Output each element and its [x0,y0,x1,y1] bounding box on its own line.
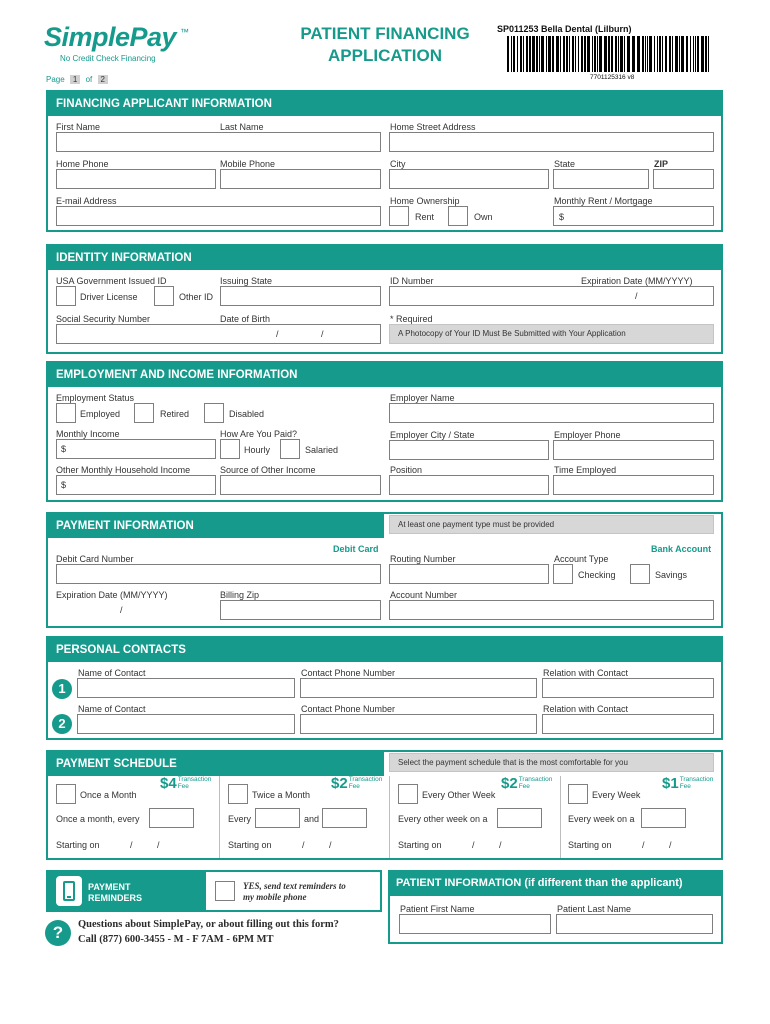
every-other-week-day-field[interactable] [497,808,542,828]
barcode-bar [563,36,565,72]
page-of: of [85,75,93,84]
expiration-label: Expiration Date (MM/YYYY) [581,276,693,286]
home-ownership-label: Home Ownership [390,196,460,206]
text-reminders-line2: my mobile phone [243,892,307,902]
twice-a-month-day1-field[interactable] [255,808,300,828]
barcode-bar [615,36,617,72]
employer-name-label: Employer Name [390,393,455,403]
once-a-month-label: Once a Month [80,790,137,800]
barcode-bar [578,36,579,72]
barcode-bar [608,36,610,72]
checking-checkbox[interactable] [553,564,573,584]
barcode-bar [672,36,673,72]
email-label: E-mail Address [56,196,117,206]
employed-label: Employed [80,409,121,419]
fee-label-line2: Fee [518,783,530,790]
barcode-bar [523,36,524,72]
barcode-bar [532,36,535,72]
fee-label [519,776,553,790]
contact-2-phone-field[interactable] [300,714,537,734]
barcode [507,36,711,72]
required-note: * Required [390,314,433,324]
id-number-field[interactable] [389,286,714,306]
barcode-bar [572,36,574,72]
once-a-month-slash-1: / [130,840,133,850]
barcode-bar [584,36,586,72]
savings-label: Savings [655,570,688,580]
city-field[interactable] [389,169,549,189]
page-label: Page [46,75,65,84]
barcode-bar [526,36,528,72]
gov-id-label: USA Government Issued ID [56,276,167,286]
income-source-field[interactable] [220,475,381,495]
state-field[interactable] [553,169,649,189]
text-reminders-line1: YES, send text reminders to [243,881,346,891]
barcode-bar [618,36,619,72]
checking-label: Checking [578,570,616,580]
employer-city-label: Employer City / State [390,430,475,440]
patient-last-name-field[interactable] [556,914,713,934]
twice-a-month-label: Twice a Month [252,790,311,800]
barcode-bar [697,36,699,72]
contact-1-relation-field[interactable] [542,678,714,698]
fee-amount: $1 [662,775,679,792]
barcode-bar [575,36,576,72]
last-name-label: Last Name [220,122,264,132]
barcode-bar [701,36,704,72]
schedule-divider-1 [219,776,220,858]
barcode-bar [675,36,678,72]
barcode-bar [599,36,602,72]
driver-license-checkbox[interactable] [56,286,76,306]
barcode-bar [511,36,512,72]
once-a-month-checkbox[interactable] [56,784,76,804]
text-reminders-checkbox[interactable] [215,881,235,901]
city-label: City [390,159,406,169]
employer-phone-field[interactable] [553,440,714,460]
fee-every-week [662,775,713,793]
other-income-dollar: $ [61,480,67,490]
contact-1-phone-field[interactable] [300,678,537,698]
payment-section-title: PAYMENT INFORMATION [48,514,384,538]
fee-label-line2: Fee [679,783,691,790]
account-number-field[interactable] [389,600,714,620]
barcode-bar [705,36,707,72]
hourly-label: Hourly [244,445,271,455]
home-phone-label: Home Phone [56,159,109,169]
barcode-bar [642,36,644,72]
fee-label-line1: Transaction [348,776,383,783]
zip-label: ZIP [654,159,669,169]
retired-checkbox[interactable] [134,403,154,423]
contact-2-relation-label: Relation with Contact [543,704,629,714]
home-street-field[interactable] [389,132,714,152]
time-employed-field[interactable] [553,475,714,495]
every-week-slash-2: / [669,840,672,850]
schedule-divider-3 [560,776,561,858]
page-current: 1 [70,75,80,84]
salaried-checkbox[interactable] [280,439,300,459]
email-field[interactable] [56,206,381,226]
patient-first-name-label: Patient First Name [400,904,475,914]
fee-label [178,776,212,790]
barcode-bar [604,36,607,72]
contact-2-name-label: Name of Contact [78,704,146,714]
retired-label: Retired [160,409,190,419]
billing-zip-label: Billing Zip [220,590,260,600]
barcode-bar [620,36,623,72]
barcode-bar [546,36,547,72]
employed-checkbox[interactable] [56,403,76,423]
tagline: No Credit Check Financing [60,54,156,63]
every-other-week-slash-1: / [472,840,475,850]
contact-1-number: 1 [52,679,72,699]
other-income-field[interactable] [56,475,216,495]
barcode-bar [657,36,658,72]
barcode-bar [556,36,559,72]
barcode-bar [520,36,522,72]
every-other-week-slash-2: / [499,840,502,850]
barcode-bar [647,36,648,72]
barcode-bar [686,36,688,72]
fee-label [349,776,383,790]
home-street-label: Home Street Address [390,122,476,132]
fee-label-line1: Transaction [177,776,212,783]
debit-card-heading: Debit Card [333,544,379,554]
barcode-number: 7701125316 v8 [590,74,635,81]
employment-status-label: Employment Status [56,393,135,403]
barcode-bar [679,36,680,72]
contact-1-name-field[interactable] [77,678,295,698]
fee-once-a-month [160,775,211,793]
time-employed-label: Time Employed [554,465,617,475]
barcode-title: SP011253 Bella Dental (Lilburn) [497,24,632,34]
barcode-bar [659,36,661,72]
barcode-bar [539,36,540,72]
page-total: 2 [98,75,108,84]
schedule-note: Select the payment schedule that is the most comfortable for you [389,753,714,772]
routing-label: Routing Number [390,554,456,564]
fee-amount: $4 [160,775,177,792]
form-title-line1: PATIENT FINANCING [300,24,470,43]
barcode-bar [649,36,652,72]
ssn-field[interactable] [56,324,381,344]
hourly-checkbox[interactable] [220,439,240,459]
form-title-line2: APPLICATION [328,46,442,65]
barcode-bar [529,36,531,72]
driver-license-label: Driver License [80,292,138,302]
dob-label: Date of Birth [220,314,271,324]
patient-last-name-label: Patient Last Name [557,904,632,914]
barcode-bar [517,36,518,72]
every-week-starting-label: Starting on [568,840,612,850]
position-field[interactable] [389,475,549,495]
monthly-income-dollar: $ [61,444,67,454]
account-number-label: Account Number [390,590,458,600]
once-a-month-every-label: Once a month, every [56,814,140,824]
contact-2-number: 2 [52,714,72,734]
disabled-checkbox[interactable] [204,403,224,423]
barcode-bar [566,36,568,72]
fee-label-line2: Fee [348,783,360,790]
fee-label-line1: Transaction [679,776,714,783]
schedule-divider-2 [389,776,390,858]
barcode-bar [645,36,646,72]
barcode-bar [690,36,691,72]
fee-twice-a-month [331,775,382,793]
contact-2-name-field[interactable] [77,714,295,734]
routing-field[interactable] [389,564,549,584]
employer-city-field[interactable] [389,440,549,460]
fee-every-other-week [501,775,552,793]
barcode-bar [695,36,696,72]
account-type-label: Account Type [554,554,609,564]
savings-checkbox[interactable] [630,564,650,584]
twice-a-month-starting-label: Starting on [228,840,272,850]
every-week-every-label: Every week on a [568,814,635,824]
twice-a-month-every-label: Every [228,814,252,824]
barcode-bar [681,36,684,72]
bank-account-heading: Bank Account [651,544,712,554]
other-income-label: Other Monthly Household Income [56,465,191,475]
issuing-state-field[interactable] [220,286,381,306]
employer-phone-label: Employer Phone [554,430,621,440]
barcode-bar [669,36,671,72]
fee-label-line1: Transaction [518,776,553,783]
dob-slash-1: / [276,329,279,339]
every-week-day-field[interactable] [641,808,686,828]
barcode-bar [592,36,593,72]
barcode-bar [693,36,694,72]
logo: SimplePay [44,22,177,52]
every-other-week-label: Every Other Week [422,790,496,800]
barcode-bar [548,36,551,72]
once-a-month-starting-label: Starting on [56,840,100,850]
monthly-rent-label: Monthly Rent / Mortgage [554,196,653,206]
employment-section-title: EMPLOYMENT AND INCOME INFORMATION [48,363,721,387]
position-label: Position [390,465,423,475]
home-phone-field[interactable] [56,169,216,189]
barcode-bar [507,36,509,72]
monthly-income-field[interactable] [56,439,216,459]
every-other-week-starting-label: Starting on [398,840,442,850]
id-number-label: ID Number [390,276,434,286]
twice-a-month-slash-1: / [302,840,305,850]
contact-1-phone-label: Contact Phone Number [301,668,396,678]
rent-checkbox[interactable] [389,206,409,226]
mobile-phone-label: Mobile Phone [220,159,276,169]
once-a-month-day-field[interactable] [149,808,194,828]
first-name-label: First Name [56,122,101,132]
zip-field[interactable] [653,169,714,189]
page-indicator [46,75,108,84]
debit-number-field[interactable] [56,564,381,584]
how-paid-label: How Are You Paid? [220,429,298,439]
payment-note: At least one payment type must be provided [389,515,714,534]
barcode-bar [587,36,590,72]
fee-amount: $2 [331,775,348,792]
every-other-week-checkbox[interactable] [398,784,418,804]
reminders-title-line1: PAYMENT [88,882,131,892]
other-id-checkbox[interactable] [154,286,174,306]
card-expiration-label: Expiration Date (MM/YYYY) [56,590,168,600]
barcode-bar [611,36,613,72]
salaried-label: Salaried [305,445,339,455]
contact-2-phone-label: Contact Phone Number [301,704,396,714]
help-icon: ? [45,920,71,946]
barcode-bar [665,36,667,72]
ssn-label: Social Security Number [56,314,151,324]
twice-a-month-checkbox[interactable] [228,784,248,804]
contact-2-relation-field[interactable] [542,714,714,734]
barcode-bar [597,36,598,72]
patient-section-title: PATIENT INFORMATION (if different than the applicant) [388,870,723,896]
photocopy-note: A Photocopy of Your ID Must Be Submitted with Your Application [389,324,714,344]
billing-zip-field[interactable] [220,600,381,620]
barcode-bar [662,36,663,72]
dob-slash-2: / [321,329,324,339]
barcode-bar [581,36,583,72]
fee-label [680,776,714,790]
barcode-bar [552,36,554,72]
monthly-income-label: Monthly Income [56,429,120,439]
twice-a-month-day2-field[interactable] [322,808,367,828]
barcode-bar [627,36,630,72]
barcode-bar [624,36,625,72]
every-other-week-every-label: Every other week on a [398,814,488,824]
first-last-name-field[interactable] [56,132,381,152]
income-source-label: Source of Other Income [220,465,316,475]
every-week-checkbox[interactable] [568,784,588,804]
reminders-title-line2: REMINDERS [88,893,143,903]
barcode-bar [560,36,561,72]
fee-label-line2: Fee [177,783,189,790]
barcode-bar [513,36,515,72]
barcode-bar [536,36,538,72]
fee-amount: $2 [501,775,518,792]
state-label: State [554,159,576,169]
card-expiration-slash: / [120,605,123,615]
identity-section-title: IDENTITY INFORMATION [48,246,721,270]
applicant-section-title: FINANCING APPLICANT INFORMATION [48,92,721,116]
contacts-section-title: PERSONAL CONTACTS [48,638,721,662]
contact-1-relation-label: Relation with Contact [543,668,629,678]
help-line1: Questions about SimplePay, or about filling out this form? [78,919,339,930]
once-a-month-slash-2: / [157,840,160,850]
mobile-phone-field[interactable] [220,169,381,189]
phone-icon [56,876,82,906]
own-label: Own [474,212,493,222]
monthly-rent-dollar: $ [559,212,565,222]
barcode-bar [632,36,635,72]
schedule-section-title: PAYMENT SCHEDULE [48,752,384,776]
monthly-rent-field[interactable] [553,206,714,226]
barcode-bar [708,36,709,72]
barcode-bar [541,36,544,72]
own-checkbox[interactable] [448,206,468,226]
other-id-label: Other ID [179,292,214,302]
issuing-state-label: Issuing State [220,276,273,286]
barcode-bar [637,36,640,72]
expiration-slash: / [635,291,638,301]
disabled-label: Disabled [229,409,265,419]
barcode-bar [654,36,655,72]
every-week-label: Every Week [592,790,641,800]
twice-a-month-slash-2: / [329,840,332,850]
rent-label: Rent [415,212,435,222]
every-week-slash-1: / [642,840,645,850]
barcode-bar [594,36,596,72]
barcode-bar [569,36,570,72]
patient-first-name-field[interactable] [399,914,551,934]
employer-name-field[interactable] [389,403,714,423]
logo-trademark: ™ [180,27,189,37]
contact-1-name-label: Name of Contact [78,668,146,678]
debit-number-label: Debit Card Number [56,554,134,564]
help-line2: Call (877) 600-3455 - M - F 7AM - 6PM MT [78,934,274,945]
twice-a-month-and-label: and [304,814,320,824]
